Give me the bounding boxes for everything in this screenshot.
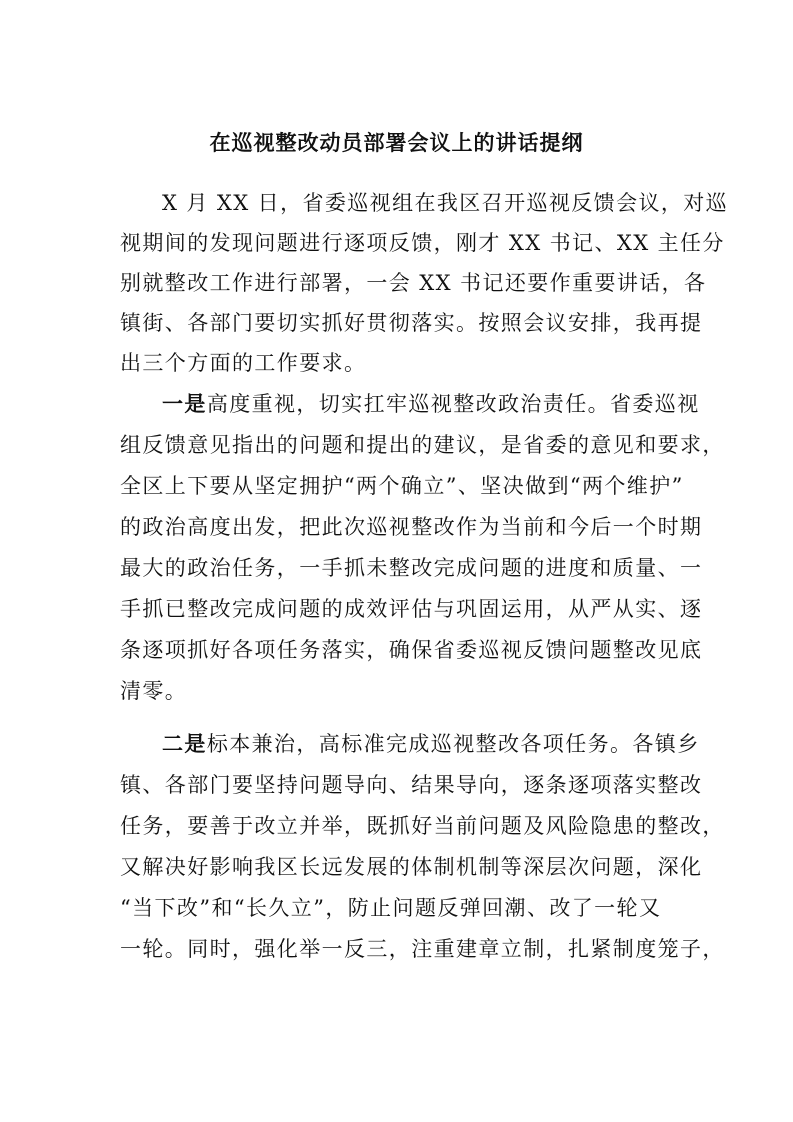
- paragraph-1-line-5: 出三个方面的工作要求。: [120, 351, 367, 375]
- paragraph-1-line-4: 镇街、各部门要切实抓好贯彻落实。按照会议安排，我再提: [120, 311, 703, 335]
- paragraph-3-line-4: 又解决好影响我区长远发展的体制机制等深层次问题，深化: [120, 855, 703, 879]
- paragraph-1-line-2: 视期间的发现问题进行逐项反馈，刚才 XX 书记、XX 主任分: [120, 231, 725, 255]
- paragraph-3-line-2: 镇、各部门要坚持问题导向、结果导向，逐条逐项落实整改: [120, 773, 703, 797]
- paragraph-2-line-3: 全区上下要从坚定拥护“两个确立”、坚决做到“两个维护”: [120, 474, 684, 498]
- paragraph-3-line-1-text: 标本兼治，高标准完成巡视整改各项任务。各镇乡: [206, 732, 700, 756]
- paragraph-2-line-7: 条逐项抓好各项任务落实，确保省委巡视反馈问题整改见底: [120, 638, 703, 662]
- paragraph-2-line-8: 清零。: [120, 679, 188, 703]
- paragraph-2-line-6: 手抓已整改完成问题的成效评估与巩固运用，从严从实、逐: [120, 597, 703, 621]
- paragraph-3-lead: 二是: [162, 731, 207, 756]
- paragraph-3-line-6: 一轮。同时，强化举一反三，注重建章立制，扎紧制度笼子，: [120, 937, 725, 961]
- paragraph-2-line-4: 的政治高度出发，把此次巡视整改作为当前和今后一个时期: [120, 515, 703, 539]
- paragraph-2-lead: 一是: [162, 391, 207, 416]
- paragraph-2-line-5: 最大的政治任务，一手抓未整改完成问题的进度和质量、一: [120, 556, 703, 580]
- paragraph-3-line-1: [162, 727, 700, 761]
- paragraph-2-line-1: [162, 387, 700, 421]
- paragraph-3-line-5: “当下改”和“长久立”，防止问题反弹回潮、改了一轮又: [120, 896, 662, 920]
- paragraph-1-line-3: 别就整改工作进行部署，一会 XX 书记还要作重要讲话，各: [120, 271, 707, 295]
- document-title: 在巡视整改动员部署会议上的讲话提纲: [209, 131, 584, 155]
- paragraph-2-line-1-text: 高度重视，切实扛牢巡视整改政治责任。省委巡视: [206, 392, 700, 416]
- paragraph-1-line-1: X 月 XX 日，省委巡视组在我区召开巡视反馈会议，对巡: [162, 191, 729, 215]
- paragraph-2-line-2: 组反馈意见指出的问题和提出的建议，是省委的意见和要求，: [120, 433, 725, 457]
- paragraph-3-line-3: 任务，要善于改立并举，既抓好当前问题及风险隐患的整改，: [120, 814, 725, 838]
